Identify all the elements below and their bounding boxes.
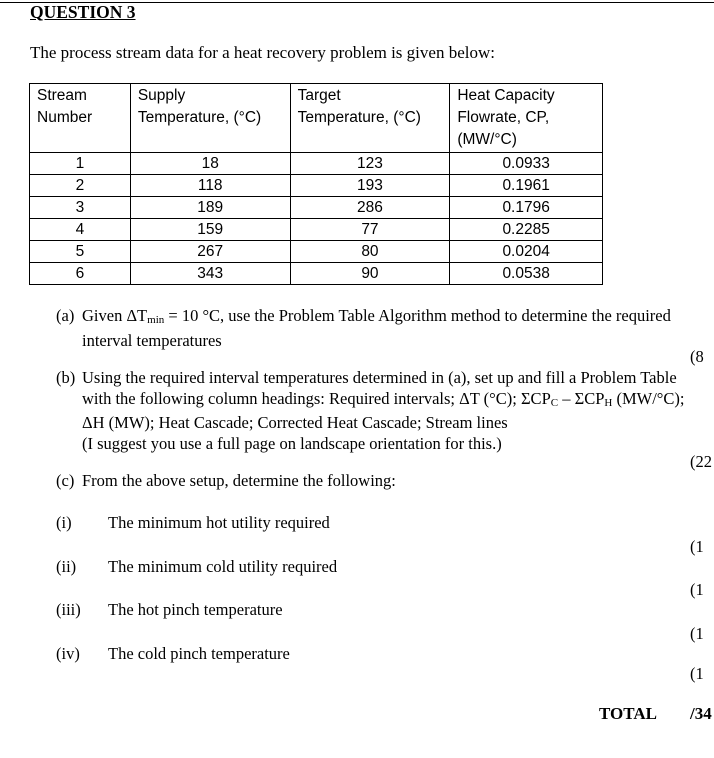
cell-target: 286 (290, 197, 450, 219)
cell-target: 193 (290, 175, 450, 197)
table-row (30, 219, 603, 241)
total-label: TOTAL (599, 704, 657, 723)
sub-item-iii-mark: (1 (690, 624, 704, 643)
cell-supply: 267 (130, 241, 290, 263)
cell-cp: 0.2285 (450, 219, 603, 241)
stream-data-table (29, 83, 603, 285)
cell-supply: 18 (130, 153, 290, 175)
cell-stream: 6 (30, 263, 131, 285)
cell-stream: 3 (30, 197, 131, 219)
cell-cp: 0.0933 (450, 153, 603, 175)
part-b-note: (I suggest you use a full page on landscape orientation for this.) (82, 433, 502, 453)
cell-target: 123 (290, 153, 450, 175)
table-header-row (30, 84, 603, 153)
cell-cp: 0.0538 (450, 263, 603, 285)
cell-target: 77 (290, 219, 450, 241)
cell-supply: 343 (130, 263, 290, 285)
part-a-mark: (8 (690, 347, 704, 366)
header-stream-number: Stream Number (30, 84, 131, 153)
total-value: /34 (690, 704, 712, 723)
cell-cp: 0.0204 (450, 241, 603, 263)
cell-target: 90 (290, 263, 450, 285)
table-row (30, 175, 603, 197)
part-a-text: Given $\Delta T_{min} = 10$ °C, use the Problem Table Algorithm method to determine the required interval temperatures (82, 306, 671, 350)
table-row (30, 263, 603, 285)
table-row (30, 153, 603, 175)
sub-item-i-mark: (1 (690, 537, 704, 556)
cell-target: 80 (290, 241, 450, 263)
cell-stream: 1 (30, 153, 131, 175)
cell-stream: 5 (30, 241, 131, 263)
part-c-text: From the above setup, determine the following: (82, 471, 396, 490)
intro-text: The process stream data for a heat recovery problem is given below: (30, 43, 495, 62)
question-heading: QUESTION 3 (30, 2, 136, 22)
table-row (30, 241, 603, 263)
part-b-mark: (22 (690, 452, 712, 471)
cell-stream: 2 (30, 175, 131, 197)
cell-cp: 0.1796 (450, 197, 603, 219)
sub-item-ii-mark: (1 (690, 580, 704, 599)
table-row (30, 197, 603, 219)
cell-stream: 4 (30, 219, 131, 241)
header-target-temperature: Target Temperature, (°C) (290, 84, 450, 153)
part-a-label: (a) (56, 306, 75, 325)
header-heat-capacity-flowrate: Heat Capacity Flowrate, CP, (MW/°C) (450, 84, 603, 153)
cell-supply: 159 (130, 219, 290, 241)
sub-item-iv-mark: (1 (690, 664, 704, 683)
cell-cp: 0.1961 (450, 175, 603, 197)
part-b-label: (b) (56, 368, 76, 387)
cell-supply: 189 (130, 197, 290, 219)
header-supply-temperature: Supply Temperature, (°C) (130, 84, 290, 153)
part-c-label: (c) (56, 471, 75, 490)
cell-supply: 118 (130, 175, 290, 197)
part-b-text: Using the required interval temperatures determined in (a), set up and fill a Problem Table with the following column headings: Required intervals; ΔT (°C); $\Sigma CP_C - \Sigma CP_H$ (MW/°C); ΔH (MW); Heat Cascade; Corrected Heat Cascade; Stream lines (I suggest you use a full page on landscape orientation for this.) (82, 368, 685, 453)
